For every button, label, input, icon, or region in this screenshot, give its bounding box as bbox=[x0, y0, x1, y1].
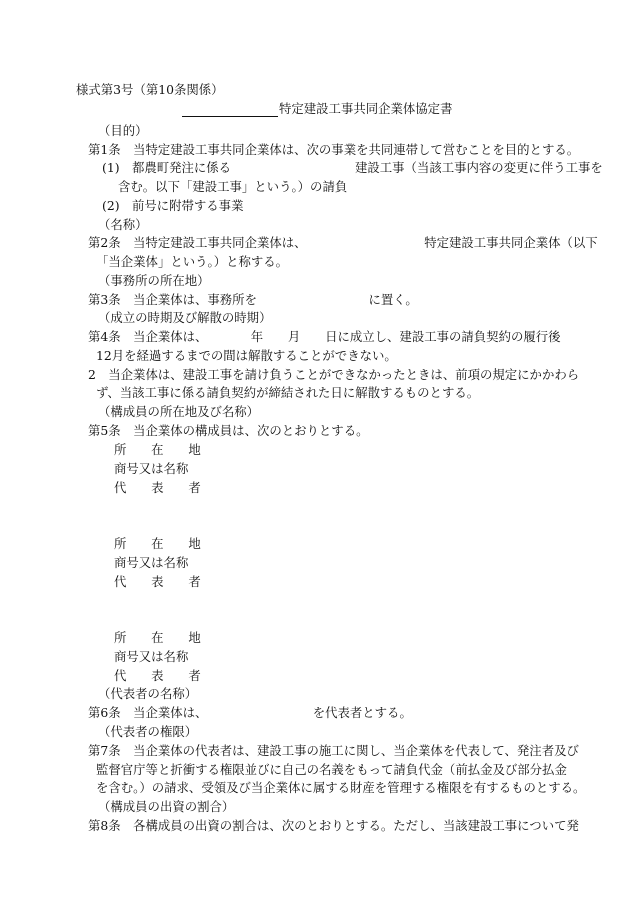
document-line: 所 在 地 bbox=[114, 630, 201, 645]
document-line: 第3条 当企業体は、事務所を に置く。 bbox=[88, 292, 418, 307]
document-line: （名称） bbox=[98, 217, 148, 232]
document-title: 特定建設工事共同企業体協定書 bbox=[279, 101, 453, 116]
document-line: 監督官庁等と折衝する権限並びに自己の名義をもって請負代金（前払金及び部分払金 bbox=[96, 762, 567, 777]
document-line: 第7条 当企業体の代表者は、建設工事の施工に関し、当企業体を代表して、発注者及び bbox=[88, 743, 579, 758]
document-line: 商号又は名称 bbox=[114, 555, 189, 570]
document-line: を含む。）の請求、受領及び当企業体に属する財産を管理する権限を有するものとする。 bbox=[96, 780, 586, 795]
document-line: 代 表 者 bbox=[114, 480, 201, 495]
document-line: 第2条 当特定建設工事共同企業体は、 特定建設工事共同企業体（以下 bbox=[88, 235, 598, 250]
document-line: 第6条 当企業体は、 を代表者とする。 bbox=[88, 705, 412, 720]
document-line: ず、当該工事に係る請負契約が締結された日に解散するものとする。 bbox=[96, 385, 480, 400]
document-line: 「当企業体」という。）と称する。 bbox=[96, 254, 289, 269]
document-line: （構成員の出資の割合） bbox=[98, 799, 235, 814]
document-line: 第5条 当企業体の構成員は、次のとおりとする。 bbox=[88, 423, 369, 438]
document-line: 第4条 当企業体は、 年 月 日に成立し、建設工事の請負契約の履行後 bbox=[88, 329, 561, 344]
document-line: （目的） bbox=[98, 123, 148, 138]
document-line: （構成員の所在地及び名称） bbox=[98, 404, 260, 419]
document-line: （代表者の名称） bbox=[98, 686, 198, 701]
document-line: 12月を経過するまでの間は解散することができない。 bbox=[96, 348, 397, 363]
document-line: （事務所の所在地） bbox=[98, 273, 210, 288]
document-line: 代 表 者 bbox=[114, 574, 201, 589]
document-line: 商号又は名称 bbox=[114, 461, 189, 476]
title-blank-underline bbox=[182, 116, 278, 117]
document-line: (1) 都農町発注に係る 建設工事（当該工事内容の変更に伴う工事を bbox=[102, 160, 603, 175]
document-line: （成立の時期及び解散の時期） bbox=[98, 310, 272, 325]
document-line: (2) 前号に附帯する事業 bbox=[102, 198, 244, 213]
document-line: 所 在 地 bbox=[114, 536, 201, 551]
document-line: 2 当企業体は、建設工事を請け負うことができなかったときは、前項の規定にかかわら bbox=[88, 367, 580, 382]
form-number: 様式第3号（第10条関係） bbox=[76, 82, 224, 97]
document-line: 所 在 地 bbox=[114, 442, 201, 457]
document-line: 第1条 当特定建設工事共同企業体は、次の事業を共同連帯して営むことを目的とする。 bbox=[88, 142, 580, 157]
document-line: （代表者の権限） bbox=[98, 724, 198, 739]
document-line: 商号又は名称 bbox=[114, 649, 189, 664]
document-line: 代 表 者 bbox=[114, 668, 201, 683]
document-line: 第8条 各構成員の出資の割合は、次のとおりとする。ただし、当該建設工事について発 bbox=[88, 818, 579, 833]
document-line: 含む。以下「建設工事」という。）の請負 bbox=[118, 179, 348, 194]
